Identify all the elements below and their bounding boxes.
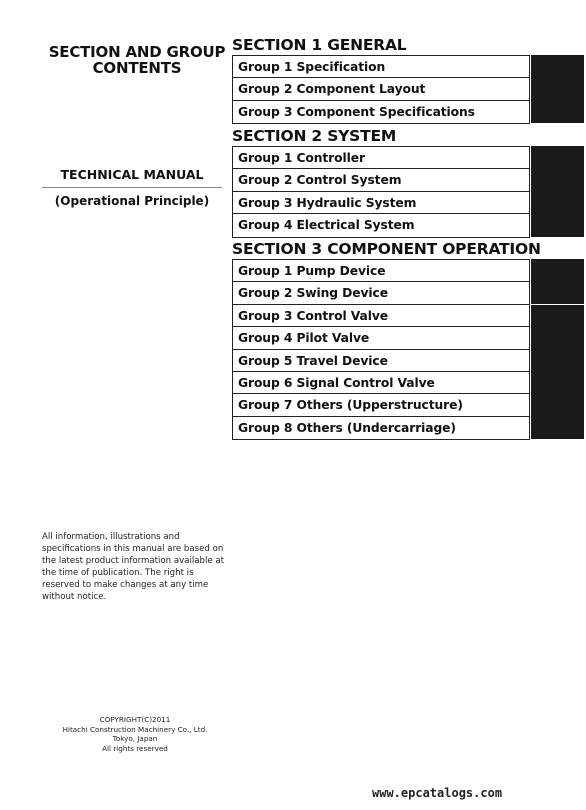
- watermark-url: www.epcatalogs.com: [372, 786, 503, 800]
- section-3-group-6[interactable]: Group 6 Signal Control Valve: [233, 372, 529, 394]
- section-3-group-1[interactable]: Group 1 Pump Device: [233, 260, 529, 282]
- disclaimer-text: All information, illustrations and specifications in this manual are based on the latest product information available at the time of publication. The right is reserved to make changes at any time without notice.: [42, 532, 224, 602]
- section-2-group-1[interactable]: Group 1 Controller: [233, 147, 529, 169]
- section-3-group-7[interactable]: Group 7 Others (Upperstructure): [233, 394, 529, 416]
- section-2-group-4[interactable]: Group 4 Electrical System: [238, 218, 415, 233]
- section-2-group-2[interactable]: Group 2 Control System: [233, 169, 529, 191]
- section-2-group-3[interactable]: Group 3 Hydraulic System: [233, 192, 529, 214]
- section-1-heading: SECTION 1 GENERAL: [232, 36, 407, 54]
- section-2-tab: [531, 146, 584, 237]
- manual-subtitle: (Operational Principle): [54, 194, 210, 208]
- section-3-tab-1: [531, 259, 584, 304]
- section-3-group-2[interactable]: Group 2 Swing Device: [233, 282, 529, 304]
- section-3-group-list: [232, 259, 530, 440]
- rights-reserved: All rights reserved: [102, 743, 168, 753]
- section-2-heading: SECTION 2 SYSTEM: [232, 127, 397, 145]
- section-3-tab-2: [531, 305, 584, 439]
- section-3-group-3[interactable]: Group 3 Control Valve: [233, 305, 529, 327]
- manual-title-divider: [42, 187, 222, 188]
- section-1-group-2[interactable]: Group 2 Component Layout: [233, 78, 529, 100]
- publisher-name: Hitachi Construction Machinery Co., Ltd.: [62, 724, 208, 734]
- contents-title: [42, 44, 232, 76]
- manual-title: TECHNICAL MANUAL: [60, 167, 204, 182]
- section-1-group-1[interactable]: Group 1 Specification: [233, 56, 529, 78]
- section-3-group-5[interactable]: Group 5 Travel Device: [233, 350, 529, 372]
- section-3-heading: SECTION 3 COMPONENT OPERATION: [232, 240, 541, 258]
- contents-title-line2: CONTENTS: [92, 59, 182, 77]
- copyright-block: [60, 715, 210, 753]
- publisher-location: Tokyo, Japan: [112, 734, 158, 743]
- section-3-group-4[interactable]: Group 4 Pilot Valve: [233, 327, 529, 349]
- section-1-group-3[interactable]: Group 3 Component Specifications: [238, 104, 475, 119]
- section-2-group-list: [232, 146, 530, 238]
- contents-title-line1: SECTION AND GROUP: [48, 43, 226, 61]
- section-1-group-list: [232, 55, 530, 124]
- copyright-line: COPYRIGHT(C)2011: [99, 715, 171, 724]
- section-1-tab: [531, 55, 584, 123]
- section-3-group-8[interactable]: Group 8 Others (Undercarriage): [238, 420, 456, 435]
